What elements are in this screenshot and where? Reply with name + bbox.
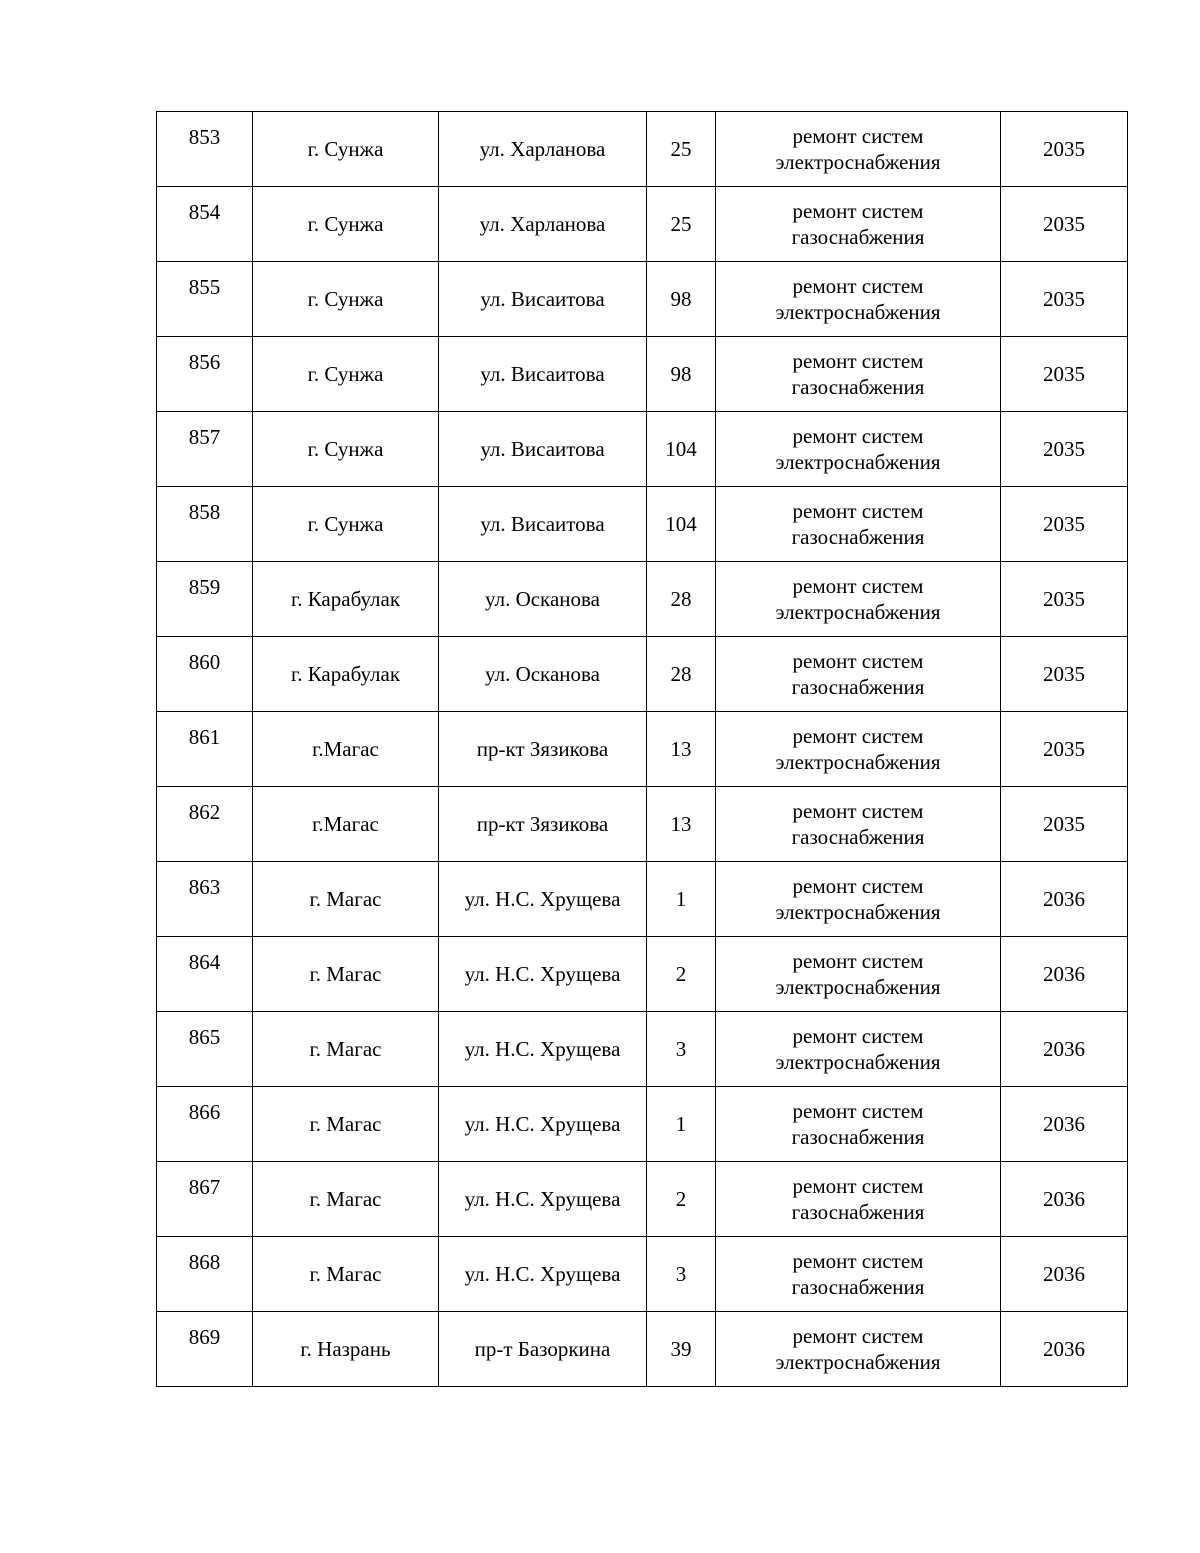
work-type-line: газоснабжения — [791, 1275, 925, 1299]
work-type-line: ремонт систем — [792, 499, 924, 523]
row-number-cell: 865 — [157, 1012, 253, 1087]
row-number-cell: 869 — [157, 1312, 253, 1387]
city-cell: г. Магас — [253, 1162, 439, 1237]
year-cell: 2035 — [1001, 262, 1128, 337]
house-number-cell: 104 — [647, 487, 716, 562]
work-type-line: ремонт систем — [792, 124, 924, 148]
house-number-cell: 2 — [647, 937, 716, 1012]
city-cell: г. Назрань — [253, 1312, 439, 1387]
work-type-line: электроснабжения — [775, 600, 941, 624]
work-type-line: ремонт систем — [792, 1249, 924, 1273]
house-number-cell: 13 — [647, 712, 716, 787]
house-number-cell: 2 — [647, 1162, 716, 1237]
city-cell: г. Сунжа — [253, 112, 439, 187]
city-cell: г. Карабулак — [253, 637, 439, 712]
house-number-cell: 3 — [647, 1012, 716, 1087]
table-row — [157, 712, 1128, 787]
work-type-line: ремонт систем — [792, 949, 924, 973]
row-number-cell: 858 — [157, 487, 253, 562]
row-number-cell: 863 — [157, 862, 253, 937]
work-type-cell — [716, 937, 1001, 1012]
work-type-line: ремонт систем — [792, 1099, 924, 1123]
row-number-cell: 860 — [157, 637, 253, 712]
street-cell: пр-кт Зязикова — [439, 712, 647, 787]
work-type-line: электроснабжения — [775, 975, 941, 999]
work-type-line: электроснабжения — [775, 750, 941, 774]
table-body — [157, 112, 1128, 1387]
row-number-cell: 862 — [157, 787, 253, 862]
street-cell: ул. Висаитова — [439, 337, 647, 412]
work-type-cell — [716, 112, 1001, 187]
work-type-line: ремонт систем — [792, 199, 924, 223]
city-cell: г. Магас — [253, 1237, 439, 1312]
work-type-cell — [716, 1237, 1001, 1312]
work-type-line: ремонт систем — [792, 424, 924, 448]
work-type-line: ремонт систем — [792, 1024, 924, 1048]
year-cell: 2036 — [1001, 1087, 1128, 1162]
work-type-cell — [716, 1162, 1001, 1237]
year-cell: 2036 — [1001, 1312, 1128, 1387]
row-number-cell: 868 — [157, 1237, 253, 1312]
row-number-cell: 859 — [157, 562, 253, 637]
year-cell: 2035 — [1001, 637, 1128, 712]
work-type-line: газоснабжения — [791, 225, 925, 249]
year-cell: 2036 — [1001, 1162, 1128, 1237]
work-type-line: ремонт систем — [792, 349, 924, 373]
house-number-cell: 39 — [647, 1312, 716, 1387]
work-type-line: электроснабжения — [775, 900, 941, 924]
year-cell: 2035 — [1001, 712, 1128, 787]
row-number-cell: 867 — [157, 1162, 253, 1237]
house-number-cell: 1 — [647, 1087, 716, 1162]
street-cell: ул. Харланова — [439, 187, 647, 262]
table-row — [157, 1237, 1128, 1312]
year-cell: 2036 — [1001, 1012, 1128, 1087]
table-row — [157, 112, 1128, 187]
work-type-line: ремонт систем — [792, 274, 924, 298]
work-type-cell — [716, 1087, 1001, 1162]
table-row — [157, 412, 1128, 487]
house-number-cell: 13 — [647, 787, 716, 862]
street-cell: пр-т Базоркина — [439, 1312, 647, 1387]
work-type-cell — [716, 862, 1001, 937]
house-number-cell: 104 — [647, 412, 716, 487]
work-type-line: газоснабжения — [791, 825, 925, 849]
city-cell: г.Магас — [253, 787, 439, 862]
street-cell: ул. Н.С. Хрущева — [439, 1012, 647, 1087]
work-type-cell — [716, 262, 1001, 337]
work-type-line: ремонт систем — [792, 724, 924, 748]
year-cell: 2035 — [1001, 487, 1128, 562]
work-type-cell — [716, 1012, 1001, 1087]
work-type-cell — [716, 637, 1001, 712]
work-type-line: электроснабжения — [775, 1050, 941, 1074]
street-cell: ул. Висаитова — [439, 412, 647, 487]
street-cell: ул. Осканова — [439, 562, 647, 637]
year-cell: 2035 — [1001, 562, 1128, 637]
street-cell: ул. Висаитова — [439, 262, 647, 337]
row-number-cell: 861 — [157, 712, 253, 787]
work-type-line: газоснабжения — [791, 525, 925, 549]
house-number-cell: 98 — [647, 262, 716, 337]
year-cell: 2036 — [1001, 937, 1128, 1012]
city-cell: г. Магас — [253, 1012, 439, 1087]
work-type-line: ремонт систем — [792, 874, 924, 898]
work-type-line: ремонт систем — [792, 1174, 924, 1198]
street-cell: пр-кт Зязикова — [439, 787, 647, 862]
house-number-cell: 98 — [647, 337, 716, 412]
street-cell: ул. Н.С. Хрущева — [439, 937, 647, 1012]
city-cell: г. Сунжа — [253, 337, 439, 412]
street-cell: ул. Н.С. Хрущева — [439, 1162, 647, 1237]
city-cell: г. Сунжа — [253, 187, 439, 262]
work-type-line: электроснабжения — [775, 150, 941, 174]
street-cell: ул. Харланова — [439, 112, 647, 187]
table-row — [157, 1012, 1128, 1087]
house-number-cell: 3 — [647, 1237, 716, 1312]
table-row — [157, 1162, 1128, 1237]
house-number-cell: 25 — [647, 187, 716, 262]
year-cell: 2035 — [1001, 412, 1128, 487]
repair-schedule-table — [156, 111, 1128, 1387]
work-type-cell — [716, 187, 1001, 262]
year-cell: 2035 — [1001, 112, 1128, 187]
work-type-line: газоснабжения — [791, 1125, 925, 1149]
city-cell: г. Сунжа — [253, 262, 439, 337]
street-cell: ул. Н.С. Хрущева — [439, 1237, 647, 1312]
row-number-cell: 864 — [157, 937, 253, 1012]
table-row — [157, 1312, 1128, 1387]
work-type-line: ремонт систем — [792, 649, 924, 673]
year-cell: 2036 — [1001, 1237, 1128, 1312]
city-cell: г. Магас — [253, 1087, 439, 1162]
work-type-line: ремонт систем — [792, 799, 924, 823]
year-cell: 2035 — [1001, 787, 1128, 862]
house-number-cell: 1 — [647, 862, 716, 937]
city-cell: г. Магас — [253, 937, 439, 1012]
row-number-cell: 854 — [157, 187, 253, 262]
work-type-line: газоснабжения — [791, 1200, 925, 1224]
city-cell: г. Магас — [253, 862, 439, 937]
work-type-line: газоснабжения — [791, 675, 925, 699]
city-cell: г. Карабулак — [253, 562, 439, 637]
work-type-line: ремонт систем — [792, 574, 924, 598]
table-row — [157, 862, 1128, 937]
work-type-line: электроснабжения — [775, 450, 941, 474]
table-row — [157, 562, 1128, 637]
work-type-line: газоснабжения — [791, 375, 925, 399]
street-cell: ул. Висаитова — [439, 487, 647, 562]
row-number-cell: 866 — [157, 1087, 253, 1162]
table-row — [157, 187, 1128, 262]
work-type-line: электроснабжения — [775, 300, 941, 324]
street-cell: ул. Н.С. Хрущева — [439, 1087, 647, 1162]
work-type-cell — [716, 412, 1001, 487]
work-type-cell — [716, 562, 1001, 637]
year-cell: 2035 — [1001, 337, 1128, 412]
table-row — [157, 337, 1128, 412]
work-type-cell — [716, 1312, 1001, 1387]
house-number-cell: 25 — [647, 112, 716, 187]
row-number-cell: 853 — [157, 112, 253, 187]
city-cell: г. Сунжа — [253, 412, 439, 487]
table-row — [157, 1087, 1128, 1162]
street-cell: ул. Н.С. Хрущева — [439, 862, 647, 937]
house-number-cell: 28 — [647, 562, 716, 637]
work-type-line: электроснабжения — [775, 1350, 941, 1374]
house-number-cell: 28 — [647, 637, 716, 712]
year-cell: 2036 — [1001, 862, 1128, 937]
table-row — [157, 262, 1128, 337]
row-number-cell: 856 — [157, 337, 253, 412]
work-type-cell — [716, 787, 1001, 862]
city-cell: г.Магас — [253, 712, 439, 787]
work-type-cell — [716, 712, 1001, 787]
row-number-cell: 857 — [157, 412, 253, 487]
year-cell: 2035 — [1001, 187, 1128, 262]
table-row — [157, 637, 1128, 712]
work-type-line: ремонт систем — [792, 1324, 924, 1348]
row-number-cell: 855 — [157, 262, 253, 337]
table-row — [157, 787, 1128, 862]
city-cell: г. Сунжа — [253, 487, 439, 562]
work-type-cell — [716, 337, 1001, 412]
table-row — [157, 487, 1128, 562]
work-type-cell — [716, 487, 1001, 562]
table-row — [157, 937, 1128, 1012]
street-cell: ул. Осканова — [439, 637, 647, 712]
